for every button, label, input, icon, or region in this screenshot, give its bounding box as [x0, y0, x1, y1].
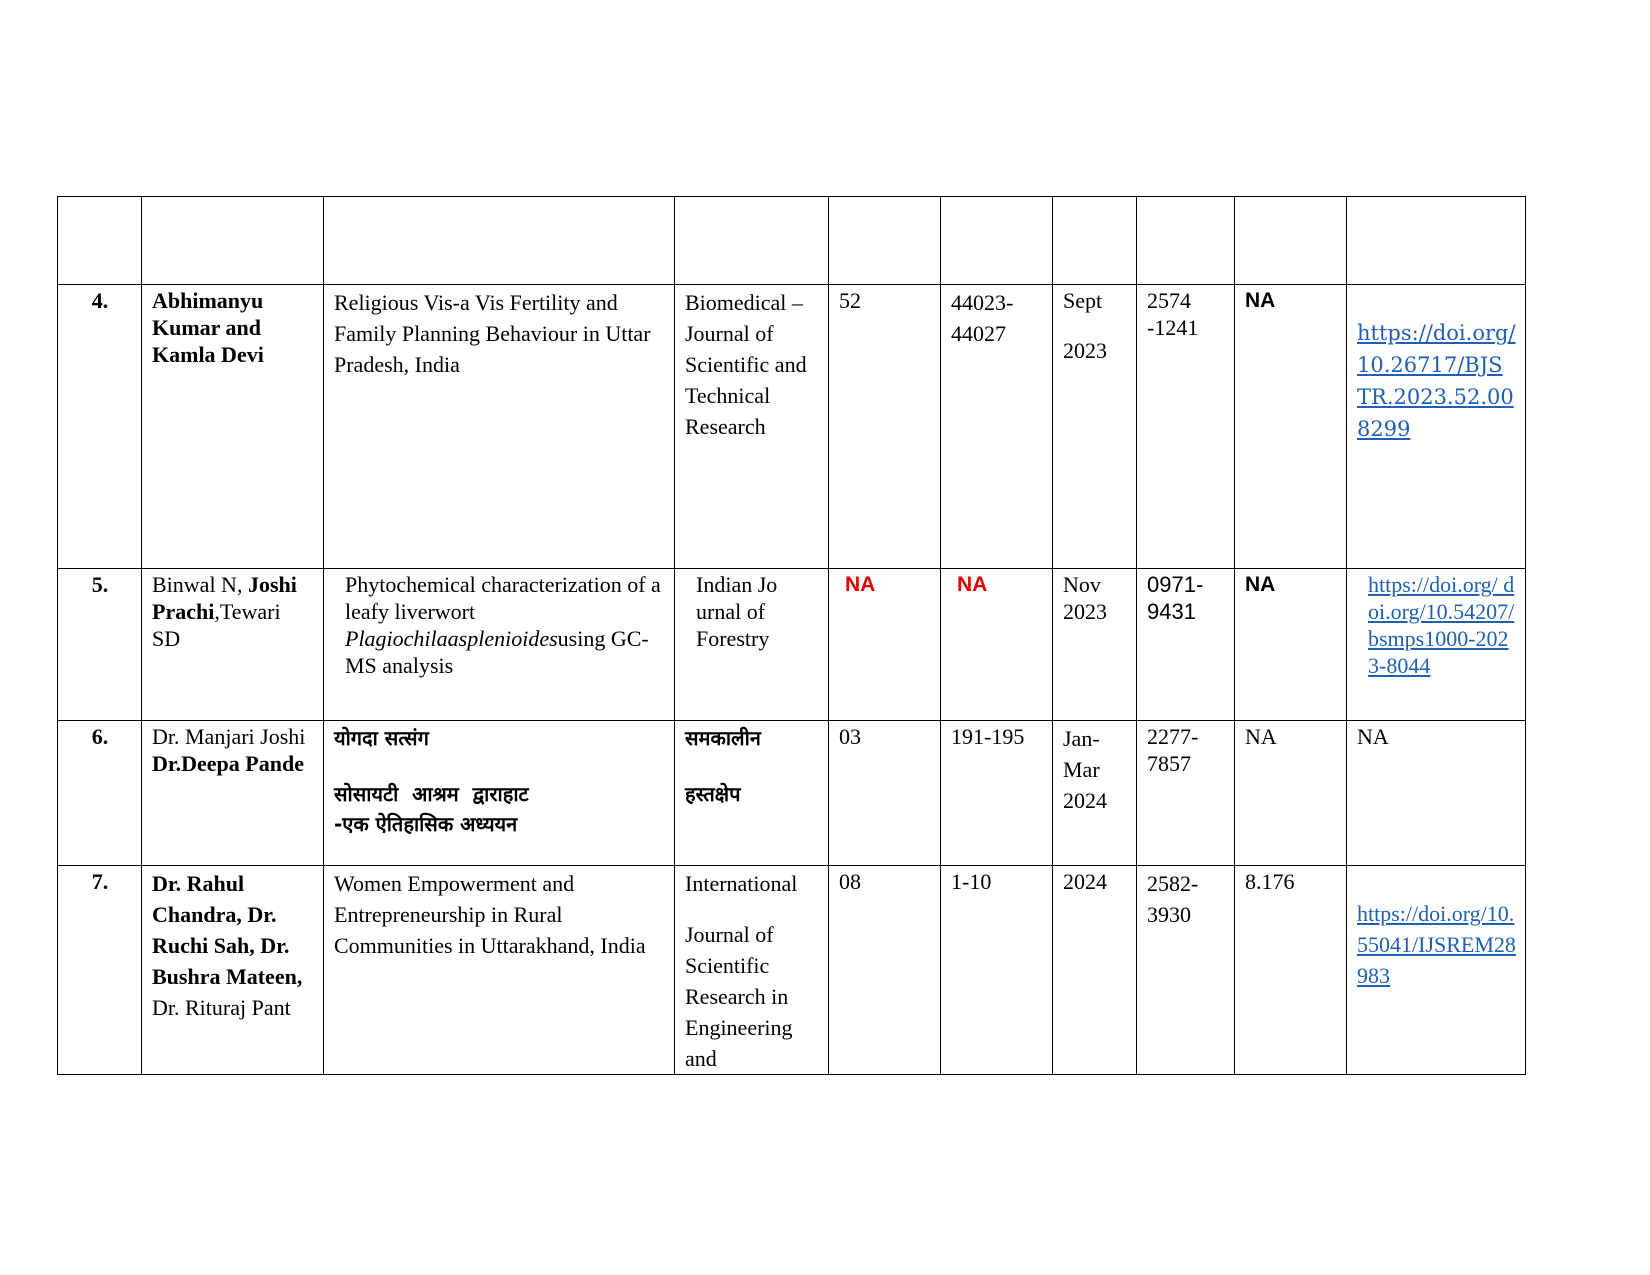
page-range: 191-195: [941, 721, 1053, 866]
paper-title: [324, 721, 675, 866]
table-cell: [941, 197, 1053, 285]
journal-line: हस्तक्षेप: [685, 782, 741, 806]
authors: [142, 285, 324, 569]
doi-cell: [1347, 569, 1526, 721]
table-row: [58, 866, 1526, 1075]
impact-factor: NA: [1235, 569, 1347, 721]
table-row: [58, 721, 1526, 866]
table-row-empty: [58, 197, 1526, 285]
table-cell: [324, 197, 675, 285]
journal-name: [675, 721, 829, 866]
table-cell: [1137, 197, 1235, 285]
doi-cell: NA: [1347, 721, 1526, 866]
impact-factor: NA: [1235, 285, 1347, 569]
doi-link[interactable]: https://doi.org/ doi.org/10.54207/bsmps1000-2023-8044: [1368, 572, 1515, 678]
author-name: Joshi Prachi: [152, 572, 297, 624]
publication-date: Jan-Mar 2024: [1053, 721, 1137, 866]
publication-date: 2024: [1053, 866, 1137, 1075]
volume: NA: [829, 569, 941, 721]
table-cell: [1235, 197, 1347, 285]
title-line: योगदा सत्संग: [334, 726, 429, 750]
table-cell: [58, 197, 142, 285]
author-name: ,Tewari SD: [152, 599, 281, 651]
publication-date: [1053, 569, 1137, 721]
authors: [142, 569, 324, 721]
doi-cell: [1347, 866, 1526, 1075]
author-name: Binwal N,: [152, 572, 248, 597]
journal-line: International: [685, 871, 798, 896]
table-cell: [1347, 197, 1526, 285]
author-name: Dr. Rahul Chandra, Dr. Ruchi Sah, Dr. Bushra Mateen,: [152, 871, 303, 989]
table-cell: [142, 197, 324, 285]
table-row: [58, 569, 1526, 721]
issn: 2574 -1241: [1137, 285, 1235, 569]
paper-title: Women Empowerment and Entrepreneurship in Rural Communities in Uttarakhand, India: [324, 866, 675, 1075]
serial-number: 7.: [58, 866, 142, 1075]
volume: 03: [829, 721, 941, 866]
publications-table: [57, 196, 1526, 1075]
issn: 2277-7857: [1137, 721, 1235, 866]
title-part: Phytochemical characterization of a leafy liverwort: [345, 572, 661, 624]
doi-link[interactable]: https://doi.org/10.55041/IJSREM28983: [1357, 901, 1516, 988]
table-cell: [1053, 197, 1137, 285]
author-name: Dr. Manjari Joshi: [152, 724, 306, 749]
title-part: using GC-MS analysis: [345, 626, 649, 678]
serial-number: 5.: [58, 569, 142, 721]
volume: 08: [829, 866, 941, 1075]
page-range: 44023-44027: [941, 285, 1053, 569]
publication-month: Sept: [1063, 288, 1103, 313]
issn: 0971-9431: [1137, 569, 1235, 721]
doi-cell: [1347, 285, 1526, 569]
title-species: Plagiochilaasplenioides: [345, 626, 558, 651]
table-cell: [829, 197, 941, 285]
table-row: [58, 285, 1526, 569]
journal-line: समकालीन: [685, 726, 761, 750]
authors: [142, 866, 324, 1075]
authors: [142, 721, 324, 866]
impact-factor: 8.176: [1235, 866, 1347, 1075]
author-name: Dr.Deepa Pande: [152, 751, 304, 776]
serial-number: 6.: [58, 721, 142, 866]
paper-title: [324, 569, 675, 721]
journal-name: Biomedical – Journal of Scientific and Technical Research: [675, 285, 829, 569]
journal-text: Indian Journal of Forestry: [696, 572, 778, 651]
serial-number: 4.: [58, 285, 142, 569]
volume: 52: [829, 285, 941, 569]
journal-name: [675, 866, 829, 1075]
impact-factor: NA: [1235, 721, 1347, 866]
journal-line: Journal of Scientific Research in Engineering and: [685, 922, 793, 1071]
publication-year: 2023: [1063, 338, 1107, 363]
paper-title: Religious Vis-a Vis Fertility and Family Planning Behaviour in Uttar Pradesh, India: [324, 285, 675, 569]
author-name: Abhimanyu Kumar and Kamla Devi: [152, 288, 264, 367]
page-range: 1-10: [941, 866, 1053, 1075]
author-name: Dr. Rituraj Pant: [152, 995, 291, 1020]
publication-year: 2023: [1063, 599, 1107, 624]
title-line: सोसायटी आश्रम द्वाराहाट: [334, 782, 529, 806]
doi-link[interactable]: https://doi.org/10.26717/BJSTR.2023.52.008299: [1357, 321, 1516, 441]
title-line: -एक ऐतिहासिक अध्ययन: [334, 812, 518, 836]
publication-month: Nov: [1063, 572, 1101, 597]
page-range: NA: [941, 569, 1053, 721]
table-cell: [675, 197, 829, 285]
issn: 2582-3930: [1137, 866, 1235, 1075]
publication-date: [1053, 285, 1137, 569]
journal-name: [675, 569, 829, 721]
